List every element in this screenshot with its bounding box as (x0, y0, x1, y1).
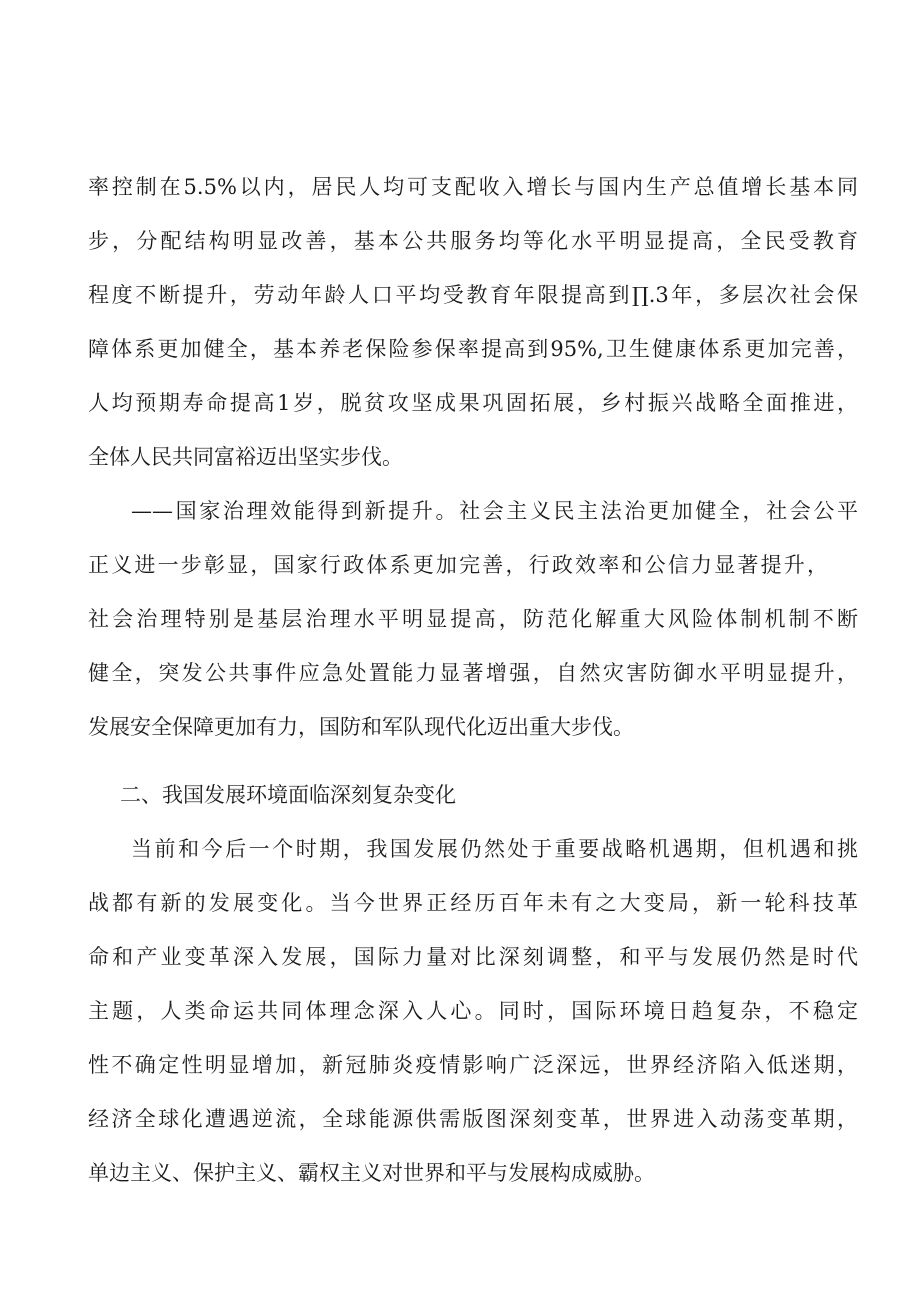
paragraph-line: 程度不断提升，劳动年龄人口平均受教育年限提高到∏.3年，多层次社会保 (88, 283, 858, 307)
paragraph-line: 主题，人类命运共同体理念深入人心。同时，国际环境日趋复杂，不稳定 (88, 999, 858, 1023)
paragraph-line: 全体人民共同富裕迈出坚实步伐。 (88, 445, 403, 469)
paragraph-line: 战都有新的发展变化。当今世界正经历百年未有之大变局，新一轮科技革 (88, 891, 858, 915)
paragraph-line: ——国家治理效能得到新提升。社会主义民主法治更加健全，社会公平 (131, 499, 858, 523)
paragraph-line: 发展安全保障更加有力，国防和军队现代化迈出重大步伐。 (88, 715, 634, 739)
paragraph-line: 步，分配结构明显改善，基本公共服务均等化水平明显提高，全民受教育 (88, 229, 858, 253)
paragraph-line: 单边主义、保护主义、霸权主义对世界和平与发展构成威胁。 (88, 1161, 655, 1185)
paragraph-line: 社会治理特别是基层治理水平明显提高，防范化解重大风险体制机制不断 (88, 607, 858, 631)
paragraph-line: 率控制在5.5%以内，居民人均可支配收入增长与国内生产总值增长基本同 (88, 175, 858, 199)
paragraph-line: 人均预期寿命提高1岁，脱贫攻坚成果巩固拓展，乡村振兴战略全面推进， (88, 391, 858, 415)
paragraph-line: 当前和今后一个时期，我国发展仍然处于重要战略机遇期，但机遇和挑 (131, 837, 858, 861)
paragraph-line: 经济全球化遭遇逆流，全球能源供需版图深刻变革，世界进入动荡变革期， (88, 1107, 858, 1131)
paragraph-line: 命和产业变革深入发展，国际力量对比深刻调整，和平与发展仍然是时代 (88, 945, 858, 969)
paragraph-line: 障体系更加健全，基本养老保险参保率提高到95%,卫生健康体系更加完善， (88, 337, 858, 361)
paragraph-line: 正义进一步彰显，国家行政体系更加完善，行政效率和公信力显著提升， (88, 553, 828, 577)
section-heading: 二、我国发展环境面临深刻复杂变化 (120, 783, 456, 807)
paragraph-line: 性不确定性明显增加，新冠肺炎疫情影响广泛深远，世界经济陷入低迷期， (88, 1053, 858, 1077)
paragraph-line: 健全，突发公共事件应急处置能力显著增强，自然灾害防御水平明显提升， (88, 661, 858, 685)
